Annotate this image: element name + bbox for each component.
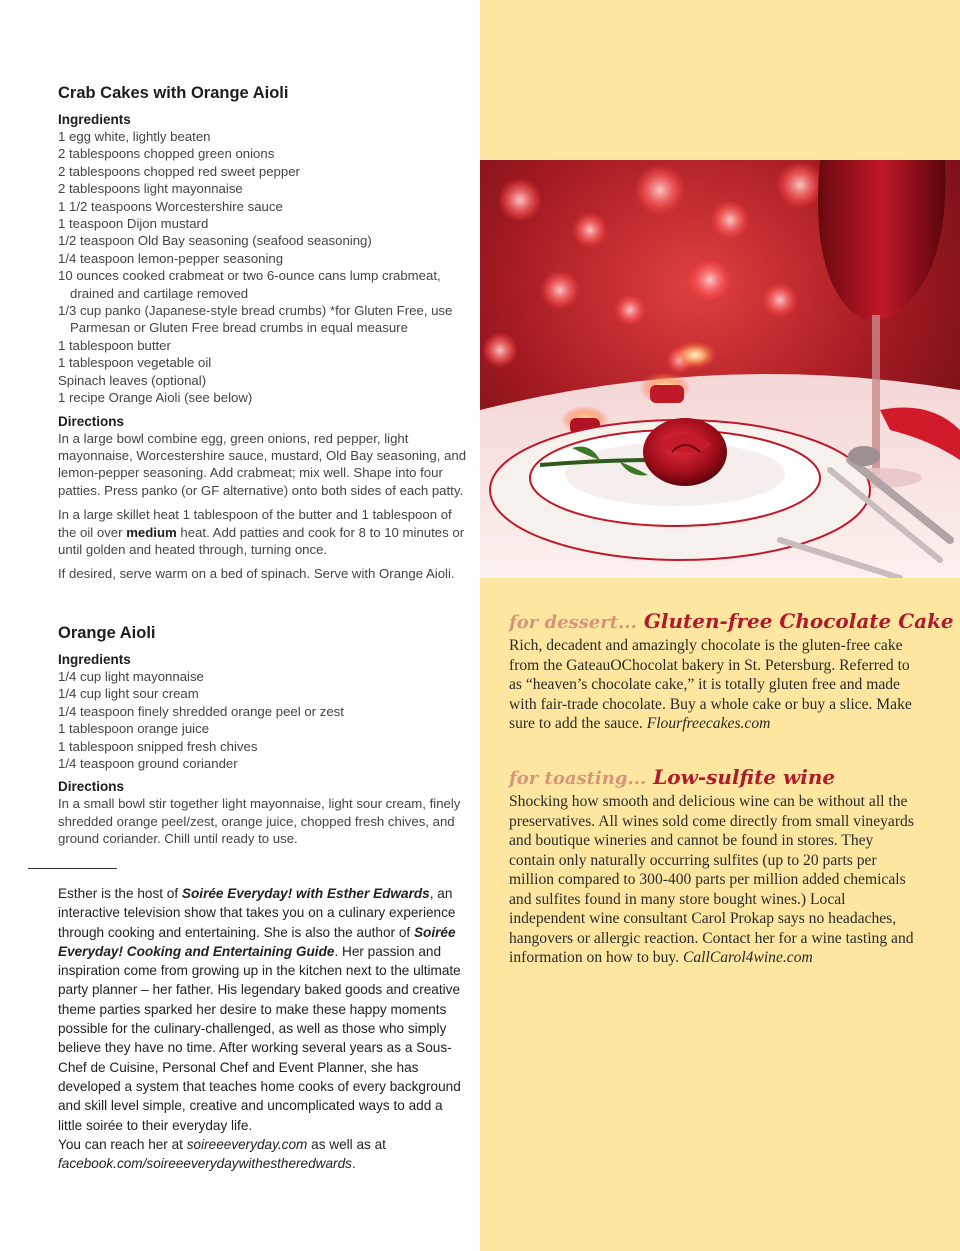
bio-text: Esther is the host of: [58, 886, 182, 901]
feature-lead: for dessert...: [509, 612, 637, 633]
ingredients-list: [58, 668, 468, 772]
show-name: Soirée Everyday! with Esther Edwards: [181, 886, 430, 901]
ingredient-item: 1/4 cup light mayonnaise: [58, 669, 204, 684]
feature-text: Shocking how smooth and delicious wine can be without all the preservatives. All wines sold come directly from small vineyards and boutique wineries and cannot be found in stores. They contain only naturally occurring sulfites (up to 20 parts per million compared to 300-400 parts per million added chemicals and sulfites found in many store bought wines.) Local independent wine consultant Carol Prokap says no headaches, hangovers or allergic reaction. Contact her for a wine tasting and information on how to buy.: [509, 793, 914, 966]
bio-text: , an interactive television show that takes you on a culinary experience through cooking and entertaining. She is also the author of: [58, 886, 456, 940]
directions-heading: Directions: [58, 779, 125, 795]
ingredient-item: 1 tablespoon orange juice: [58, 721, 210, 737]
ingredient-item: 1 tablespoon snipped fresh chives: [58, 738, 258, 754]
bio-text: . Her passion and inspiration come from growing up in the kitchen next to the ultimate party planner – her father. His legendary baked goods and creative theme parties sparked her desire to make these happy moments possible for the culinary-challenged, as well as those who simply believe they have no time. After working several years as a Sous-Chef de Cuisine, Personal Chef and Event Planner, she has developed a system that teaches home cooks of every background and skill level simple, creative and uncomplicated ways to add a little soirée to their everyday life.: [58, 943, 461, 1133]
wine-feature: [509, 764, 919, 968]
ingredient-item: 1 teaspoon Dijon mustard: [58, 216, 209, 232]
directions-heading: Directions: [58, 413, 125, 429]
recipe-title: Orange Aioli: [58, 624, 156, 642]
book-name: Soirée Everyday! Cooking and Entertaining Guide: [58, 924, 456, 959]
divider-rule: [28, 868, 117, 869]
recipe-title: Crab Cakes with Orange Aioli: [58, 84, 289, 102]
dessert-feature: [509, 608, 954, 734]
right-column: [480, 0, 960, 1251]
bio-text: You can reach her at: [58, 1136, 187, 1152]
feature-title: Low-sulfite wine: [646, 765, 836, 789]
author-bio: [58, 884, 468, 1173]
ingredient-item: 1/4 cup light sour cream: [58, 686, 199, 702]
crab-cakes-recipe: [58, 84, 468, 590]
directions-emphasis: medium: [126, 524, 177, 540]
bio-paragraph: [58, 884, 468, 1135]
directions-paragraph: In a large bowl combine egg, green onions, red pepper, light mayonnaise, Worcestershire sauce, mustard, Old Bay seasoning, and lemon-pepper seasoning. Add crabmeat; mix well. Shape into four patties. Press panko (or GF alternative) onto both sides of each patty.: [58, 430, 467, 498]
wine-link[interactable]: CallCarol4wine.com: [682, 949, 813, 966]
directions-text: In a large skillet heat 1 tablespoon of the butter and 1 tablespoon of the oil over: [58, 507, 452, 540]
bio-text: .: [351, 1156, 356, 1172]
ingredients-heading: Ingredients: [58, 112, 131, 127]
directions-paragraph: If desired, serve warm on a bed of spinach. Serve with Orange Aioli.: [58, 566, 455, 582]
ingredient-item: 1 1/2 teaspoons Worcestershire sauce: [58, 198, 283, 214]
rose-place-setting-image: [480, 160, 960, 578]
ingredient-item: 1/3 cup panko (Japanese-style bread crumbs) *for Gluten Free, use Parmesan or Gluten Free bread crumbs in equal measure: [58, 303, 453, 336]
dessert-link[interactable]: Flourfreecakes.com: [646, 715, 771, 732]
ingredient-item: 1 egg white, lightly beaten: [58, 129, 211, 144]
facebook-link[interactable]: facebook.com/soireeeverydaywithestheredwards: [58, 1156, 352, 1172]
feature-lead: for toasting...: [509, 768, 647, 789]
ingredient-item: 1/4 teaspoon ground coriander: [58, 756, 238, 772]
bio-text: as well as at: [307, 1136, 386, 1152]
ingredient-item: 2 tablespoons light mayonnaise: [58, 181, 243, 197]
ingredient-item: 1/4 teaspoon lemon-pepper seasoning: [58, 250, 284, 266]
bio-contact: [58, 1135, 468, 1174]
feature-body: [509, 792, 919, 968]
directions-text: heat. Add patties and cook for 8 to 10 minutes or until golden and heated through, turning once.: [58, 524, 465, 557]
table-setting-photo: [480, 160, 960, 578]
ingredient-item: 10 ounces cooked crabmeat or two 6-ounce cans lump crabmeat, drained and cartilage removed: [58, 268, 441, 301]
ingredients-heading: Ingredients: [58, 652, 131, 667]
ingredient-item: 1/2 teaspoon Old Bay seasoning (seafood seasoning): [58, 233, 372, 249]
feature-text: Rich, decadent and amazingly chocolate is the gluten-free cake from the GateauOChocolat bakery in St. Petersburg. Referred to as “heaven’s chocolate cake,” it is totally gluten free and made with fair-trade chocolate. Buy a whole cake or buy a slice. Make sure to add the sauce.: [509, 637, 912, 732]
ingredient-item: Spinach leaves (optional): [58, 372, 207, 388]
feature-heading: [509, 608, 954, 636]
ingredient-item: 2 tablespoons chopped red sweet pepper: [58, 163, 300, 179]
feature-body: [509, 636, 919, 734]
ingredient-item: 1 recipe Orange Aioli (see below): [58, 390, 253, 406]
ingredient-item: 1 tablespoon vegetable oil: [58, 355, 212, 371]
directions-paragraph: In a small bowl stir together light mayonnaise, light sour cream, finely shredded orange peel/zest, orange juice, chopped fresh chives, and ground coriander. Chill until ready to use.: [58, 796, 461, 847]
feature-heading: [509, 764, 919, 792]
directions-paragraph: [58, 506, 468, 558]
orange-aioli-recipe: [58, 624, 468, 855]
ingredient-item: 1 tablespoon butter: [58, 337, 171, 353]
feature-title: Gluten-free Chocolate Cake: [636, 609, 954, 633]
ingredient-item: 1/4 teaspoon finely shredded orange peel or zest: [58, 703, 344, 719]
website-link[interactable]: soireeeveryday.com: [186, 1136, 308, 1152]
ingredients-list: [58, 128, 468, 407]
ingredient-item: 2 tablespoons chopped green onions: [58, 146, 275, 162]
